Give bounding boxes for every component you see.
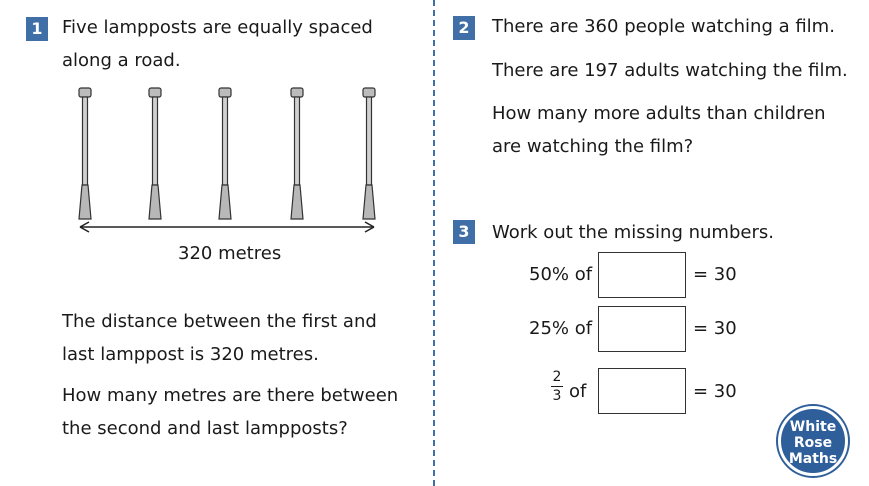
- answer-box-2[interactable]: [598, 306, 686, 352]
- logo-line1: White: [789, 419, 837, 435]
- q1-paragraph2-line1: How many metres are there between: [62, 385, 399, 406]
- lamppost-3: [219, 88, 231, 219]
- lamppost-2: [149, 88, 161, 219]
- lamppost-5: [363, 88, 375, 219]
- column-divider: [433, 0, 435, 486]
- distance-label: 320 metres: [178, 243, 282, 264]
- white-rose-maths-logo: [778, 406, 848, 476]
- question-number-1: 1: [26, 17, 48, 41]
- fraction-denominator: 3: [552, 388, 562, 404]
- answer-box-3[interactable]: [598, 368, 686, 414]
- q2-text-line3: How many more adults than children: [492, 103, 826, 124]
- q3-title: Work out the missing numbers.: [492, 222, 774, 243]
- q2-text-line4: are watching the film?: [492, 136, 694, 157]
- q3-row3-right: = 30: [693, 381, 737, 402]
- q3-row1-right: = 30: [693, 264, 737, 285]
- q3-row2-right: = 30: [693, 318, 737, 339]
- fraction-two-thirds: [550, 370, 564, 403]
- q3-row2-left: 25% of: [529, 318, 593, 339]
- q3-row3-left: of: [569, 381, 587, 402]
- q1-paragraph1-line1: The distance between the first and: [62, 311, 377, 332]
- fraction-numerator: 2: [552, 369, 562, 385]
- logo-line2: Rose: [793, 435, 833, 451]
- answer-box-1[interactable]: [598, 252, 686, 298]
- q2-text-line1: There are 360 people watching a film.: [492, 16, 835, 37]
- q3-row1-left: 50% of: [529, 264, 593, 285]
- q2-text-line2: There are 197 adults watching the film.: [492, 60, 848, 81]
- distance-arrow: [80, 222, 374, 232]
- question-number-3: 3: [453, 220, 475, 244]
- question-number-2: 2: [453, 16, 475, 40]
- lamppost-1: [79, 88, 91, 219]
- logo-line3: Maths: [788, 451, 838, 467]
- q1-text-line2: along a road.: [62, 50, 181, 71]
- lamppost-4: [291, 88, 303, 219]
- q1-paragraph2-line2: the second and last lampposts?: [62, 418, 348, 439]
- fraction-bar: [551, 386, 563, 387]
- q1-paragraph1-line2: last lamppost is 320 metres.: [62, 344, 319, 365]
- q1-text-line1: Five lampposts are equally spaced: [62, 17, 373, 38]
- lampposts-illustration: [60, 84, 390, 244]
